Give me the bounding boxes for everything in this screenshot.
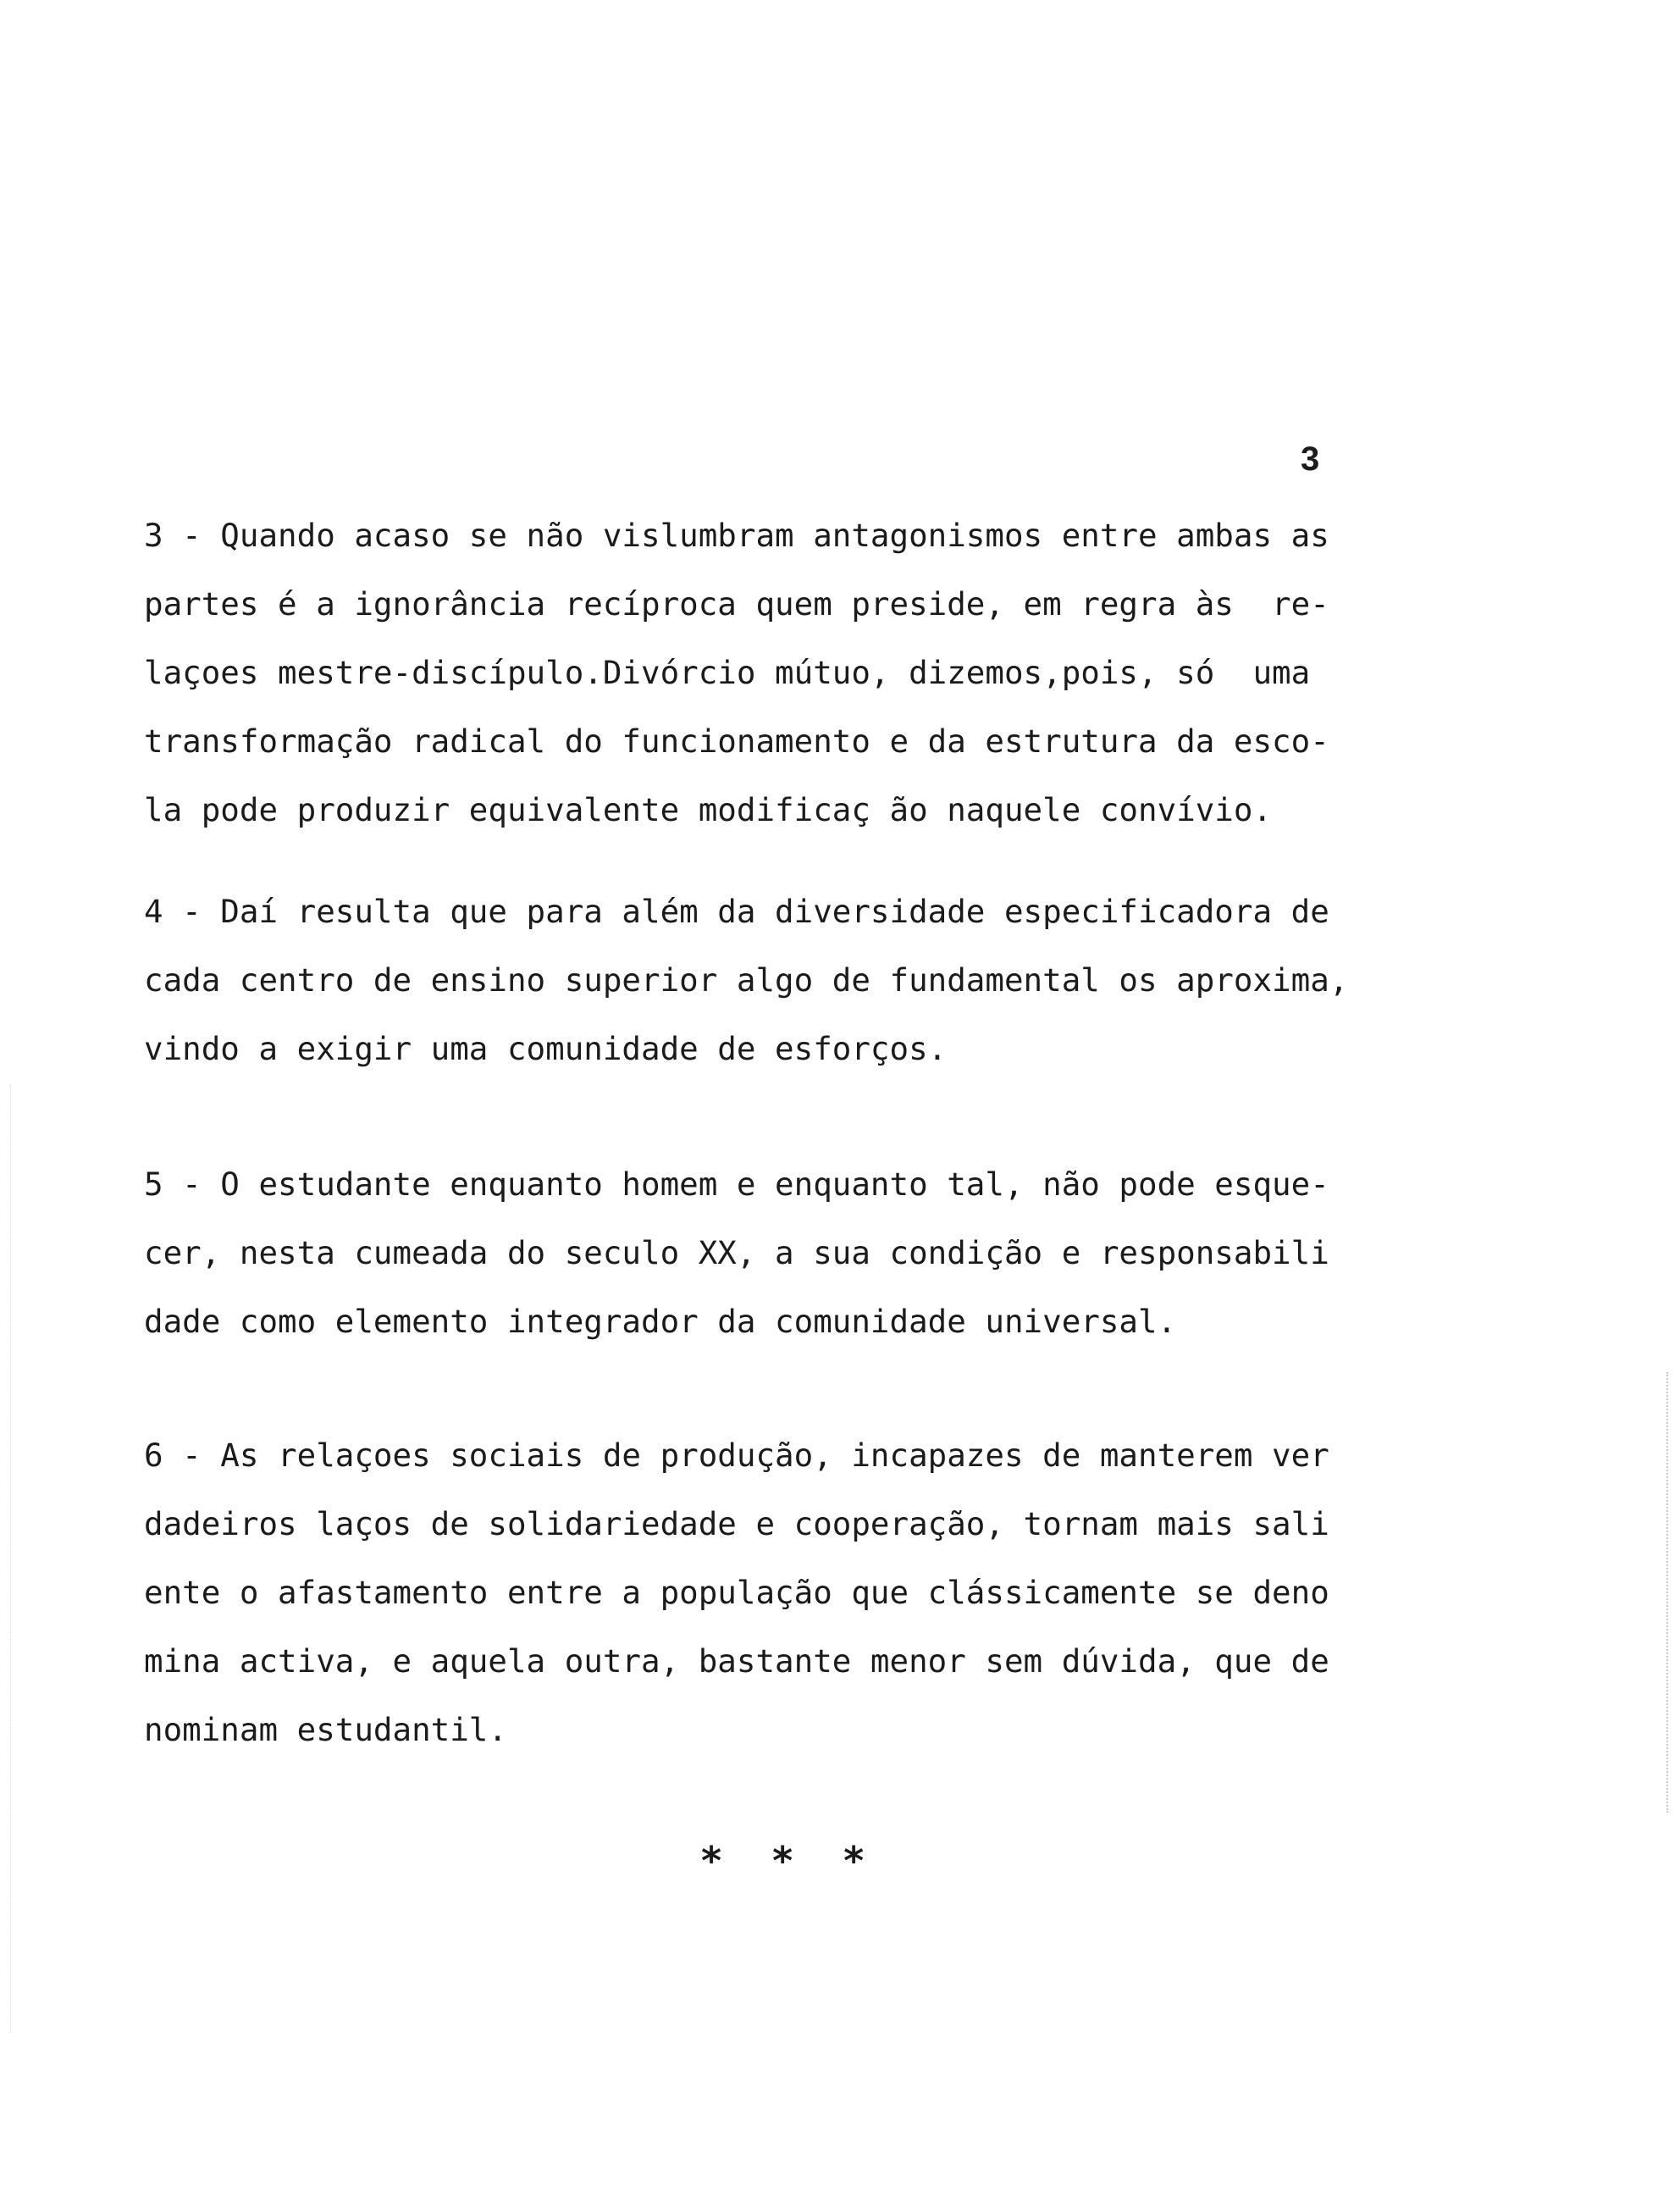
paragraph-6 — [144, 1421, 1397, 1764]
text-line: nominam estudantil. — [144, 1711, 507, 1748]
text-line: laçoes mestre-discípulo.Divórcio mútuo, dizemos,pois, só uma — [144, 654, 1311, 691]
paragraph-4 — [144, 878, 1397, 1083]
text-line: vindo a exigir uma comunidade de esforços. — [144, 1030, 948, 1067]
text-line: la pode produzir equivalente modificaç ão naquele convívio. — [144, 791, 1273, 828]
scan-left-edge — [10, 1084, 13, 2033]
text-line: transformação radical do funcionamento e da estrutura da esco- — [144, 722, 1329, 760]
closing-asterisks: * * * — [701, 1838, 883, 1884]
text-line: 5 - O estudante enquanto homem e enquanto tal, não pode esque- — [144, 1165, 1329, 1203]
text-line: cer, nesta cumeada do seculo XX, a sua condição e responsabili — [144, 1234, 1329, 1271]
text-line: ente o afastamento entre a população que clássicamente se deno — [144, 1574, 1329, 1611]
text-line: 3 - Quando acaso se não vislumbram antagonismos entre ambas as — [144, 517, 1329, 554]
paragraph-3 — [144, 501, 1397, 844]
scan-edge-marks — [1663, 1372, 1668, 1813]
text-line: 4 - Daí resulta que para além da diversidade especificadora de — [144, 893, 1329, 930]
paragraph-5 — [144, 1150, 1397, 1356]
page-number: 3 — [1301, 440, 1320, 478]
text-line: mina activa, e aquela outra, bastante menor sem dúvida, que de — [144, 1642, 1329, 1680]
text-line: cada centro de ensino superior algo de fundamental os aproxima, — [144, 961, 1349, 999]
text-line: partes é a ignorância recíproca quem preside, em regra às re- — [144, 585, 1329, 623]
text-line: dade como elemento integrador da comunidade universal. — [144, 1303, 1177, 1340]
text-line: 6 - As relaçoes sociais de produção, incapazes de manterem ver — [144, 1437, 1329, 1474]
text-line: dadeiros laços de solidariedade e cooperação, tornam mais sali — [144, 1505, 1329, 1542]
